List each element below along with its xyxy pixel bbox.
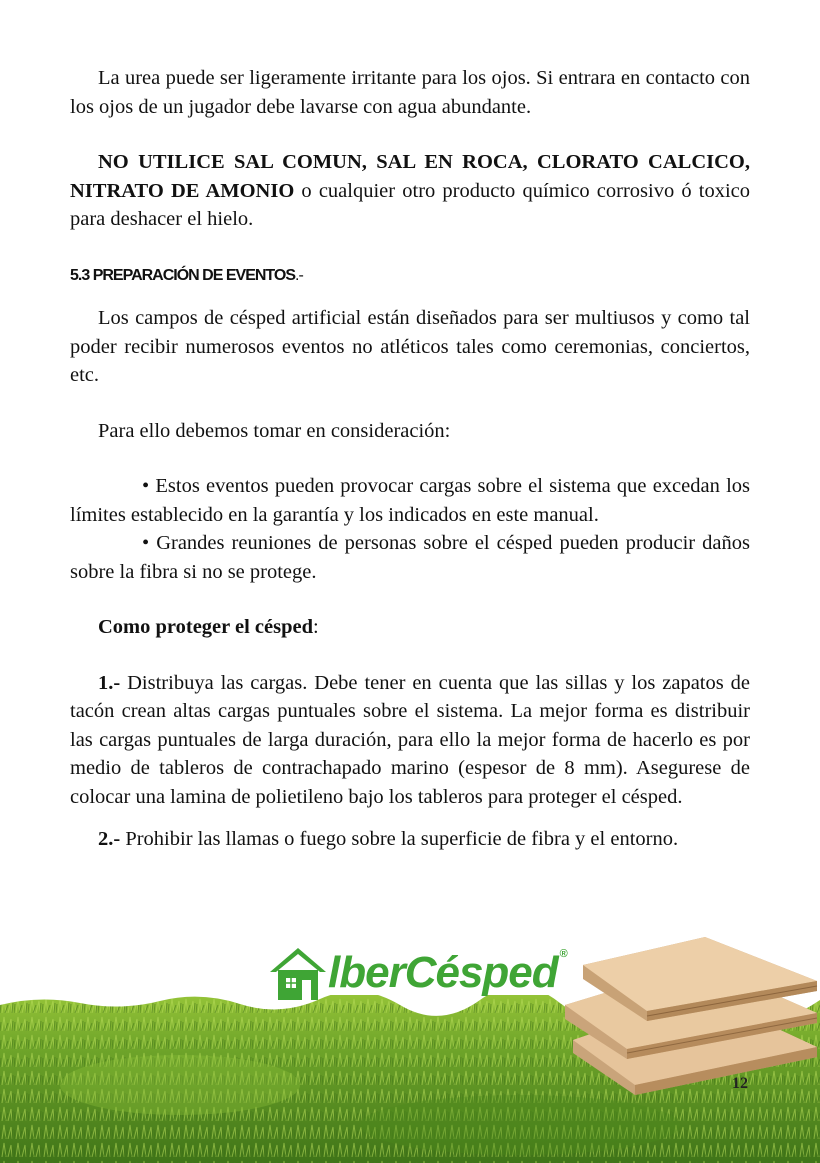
- paragraph-urea: [70, 64, 750, 121]
- bullet-item-crowds: [70, 529, 750, 586]
- list-item-1-text: Distribuya las cargas. Debe tener en cuenta que las sillas y los zapatos de tacón crean altas cargas puntuales sobre el sistema. La mejor forma es distribuir las cargas puntuales de larga duración, para ello la mejor forma de hacerlo es por medio de tableros de contrachapado marino (espesor de 8 mm). Asegurese de colocar una lamina de polietileno bajo los tableros para proteger el césped.: [70, 671, 750, 808]
- paragraph-consider-text: Para ello debemos tomar en consideración:: [98, 419, 451, 442]
- plywood-image: [555, 935, 820, 1095]
- body-text: [70, 64, 750, 854]
- paragraph-multiuse: [70, 304, 750, 390]
- paragraph-consider: [70, 417, 750, 446]
- logo-brand-text: [328, 948, 567, 998]
- list-item-2-text: Prohibir las llamas o fuego sobre la superficie de fibra y el entorno.: [120, 828, 679, 850]
- list-item-1: [70, 669, 750, 812]
- list-item-2: [70, 825, 750, 854]
- warning-rest: o cualquier otro producto químico corrosivo ó toxico para deshacer el hielo.: [70, 179, 751, 230]
- house-icon: [266, 944, 330, 1004]
- section-heading-suffix: .-: [295, 266, 303, 284]
- logo-brand-name: lberCésped: [328, 948, 558, 997]
- bullet-item-loads: [70, 472, 750, 529]
- registered-mark: ®: [559, 948, 567, 960]
- subheading-protect-bold: Como proteger el césped: [98, 616, 314, 638]
- list-item-1-number: 1.-: [98, 671, 121, 694]
- warning-bold: NO UTILICE SAL COMUN, SAL EN ROCA, CLORATO CALCICO, NITRATO DE AMONIO: [70, 151, 750, 202]
- paragraph-warning: [70, 148, 750, 234]
- paragraph-urea-text: La urea puede ser ligeramente irritante para los ojos. Si entrara en contacto con los ojos de un jugador debe lavarse con agua abundante.: [70, 67, 750, 118]
- bullet-item-crowds-text: • Grandes reuniones de personas sobre el césped pueden producir daños sobre la fibra si no se protege.: [70, 532, 750, 583]
- section-heading: [70, 262, 750, 291]
- bullet-item-loads-text: • Estos eventos pueden provocar cargas sobre el sistema que excedan los límites establecido en la garantía y los indicados en este manual.: [70, 475, 750, 526]
- section-heading-text: 5.3 PREPARACIÓN DE EVENTOS: [70, 266, 296, 284]
- ibercesped-logo: [266, 944, 567, 1014]
- paragraph-multiuse-text: Los campos de césped artificial están diseñados para ser multiusos y como tal poder recibir numerosos eventos no atléticos tales como ceremonias, conciertos, etc.: [70, 307, 750, 386]
- page-number: 12: [732, 1075, 748, 1092]
- list-item-2-number: 2.-: [98, 828, 121, 850]
- subheading-protect: [70, 613, 750, 642]
- subheading-protect-suffix: :: [313, 616, 319, 638]
